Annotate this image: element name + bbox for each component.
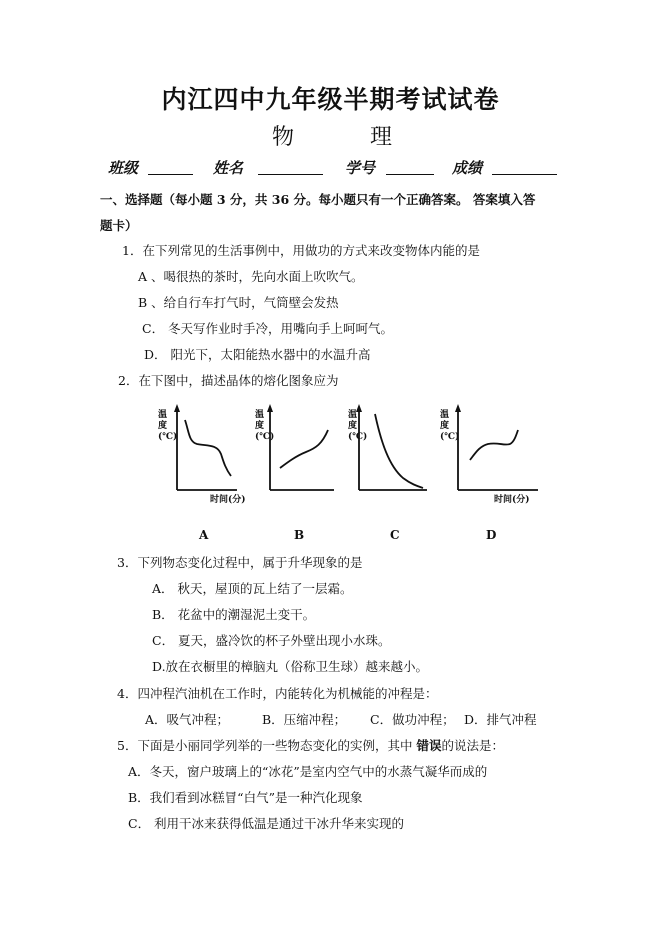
q5-stem: 5．下面是小丽同学列举的一些物态变化的实例，其中 错误的说法是： [117,738,504,753]
q4-option-a[interactable]: A．吸气冲程； [145,712,230,727]
q3-option-c[interactable]: C． 夏天，盛冷饮的杯子外壁出现小水珠。 [152,633,391,648]
class-blank[interactable] [148,160,193,175]
graph-a-y-label: 温 度 (℃) [158,410,178,442]
graph-c-y-label: 温 度 (℃) [348,410,368,442]
q1-option-c[interactable]: C． 冬天写作业时手冷，用嘴向手上呵呵气。 [142,321,394,336]
subject-char-2: 理 [370,125,393,150]
q3-stem: 3．下列物态变化过程中，属于升华现象的是 [117,555,363,570]
q1-option-a[interactable]: A 、喝很热的茶时，先向水面上吹吹气。 [138,269,364,284]
graph-label-d[interactable]: D [486,528,497,542]
q4-option-d[interactable]: D．排气冲程 [464,712,537,727]
q1-stem: 1．在下列常见的生活事例中，用做功的方式来改变物体内能的是 [122,243,480,258]
graph-label-b[interactable]: B [294,528,305,542]
exam-title: 内江四中九年级半期考试试卷 [161,85,500,114]
q3-option-b[interactable]: B． 花盆中的潮湿泥土变干。 [152,607,316,622]
graph-cd-x-label: 时间(分) [494,495,530,505]
q3-option-d[interactable]: D.放在衣橱里的樟脑丸（俗称卫生球）越来越小。 [152,659,429,674]
q4-stem: 4．四冲程汽油机在工作时，内能转化为机械能的冲程是： [117,686,438,701]
graph-b-y-label: 温 度 (℃) [255,410,275,442]
q1-option-d[interactable]: D． 阳光下，太阳能热水器中的水温升高 [144,347,371,362]
q5-option-b[interactable]: B．我们看到冰糕冒“白气”是一种汽化现象 [128,790,363,805]
score-label: 成绩 [452,159,483,177]
q4-option-b[interactable]: B．压缩冲程； [262,712,347,727]
graph-label-a[interactable]: A [199,528,209,542]
class-label: 班级 [108,159,139,177]
q5-option-c[interactable]: C． 利用干冰来获得低温是通过干冰升华来实现的 [128,816,405,831]
number-blank[interactable] [386,160,434,175]
section-heading-line1: 一、选择题（每小题 3 分，共 36 分。每小题只有一个正确答案。 答案填入答 [100,192,536,207]
score-blank[interactable] [492,160,557,175]
q4-option-c[interactable]: C．做功冲程； [370,712,455,727]
name-blank[interactable] [258,160,323,175]
graph-label-c[interactable]: C [390,528,400,542]
q5-option-a[interactable]: A．冬天，窗户玻璃上的“冰花”是室内空气中的水蒸气凝华而成的 [128,764,488,779]
graph-d-y-label: 温 度 (℃) [440,410,460,442]
subject-char-1: 物 [272,125,295,150]
section-heading-line2: 题卡） [100,218,138,233]
number-label: 学号 [345,159,376,177]
q2-stem: 2．在下图中，描述晶体的熔化图象应为 [118,373,339,388]
graph-ab-x-label: 时间(分) [210,495,246,505]
q3-option-a[interactable]: A． 秋天，屋顶的瓦上结了一层霜。 [152,581,353,596]
q5-emphasis: 错误 [416,738,442,753]
name-label: 姓名 [213,159,244,177]
q1-option-b[interactable]: B 、给自行车打气时，气筒壁会发热 [138,295,339,310]
